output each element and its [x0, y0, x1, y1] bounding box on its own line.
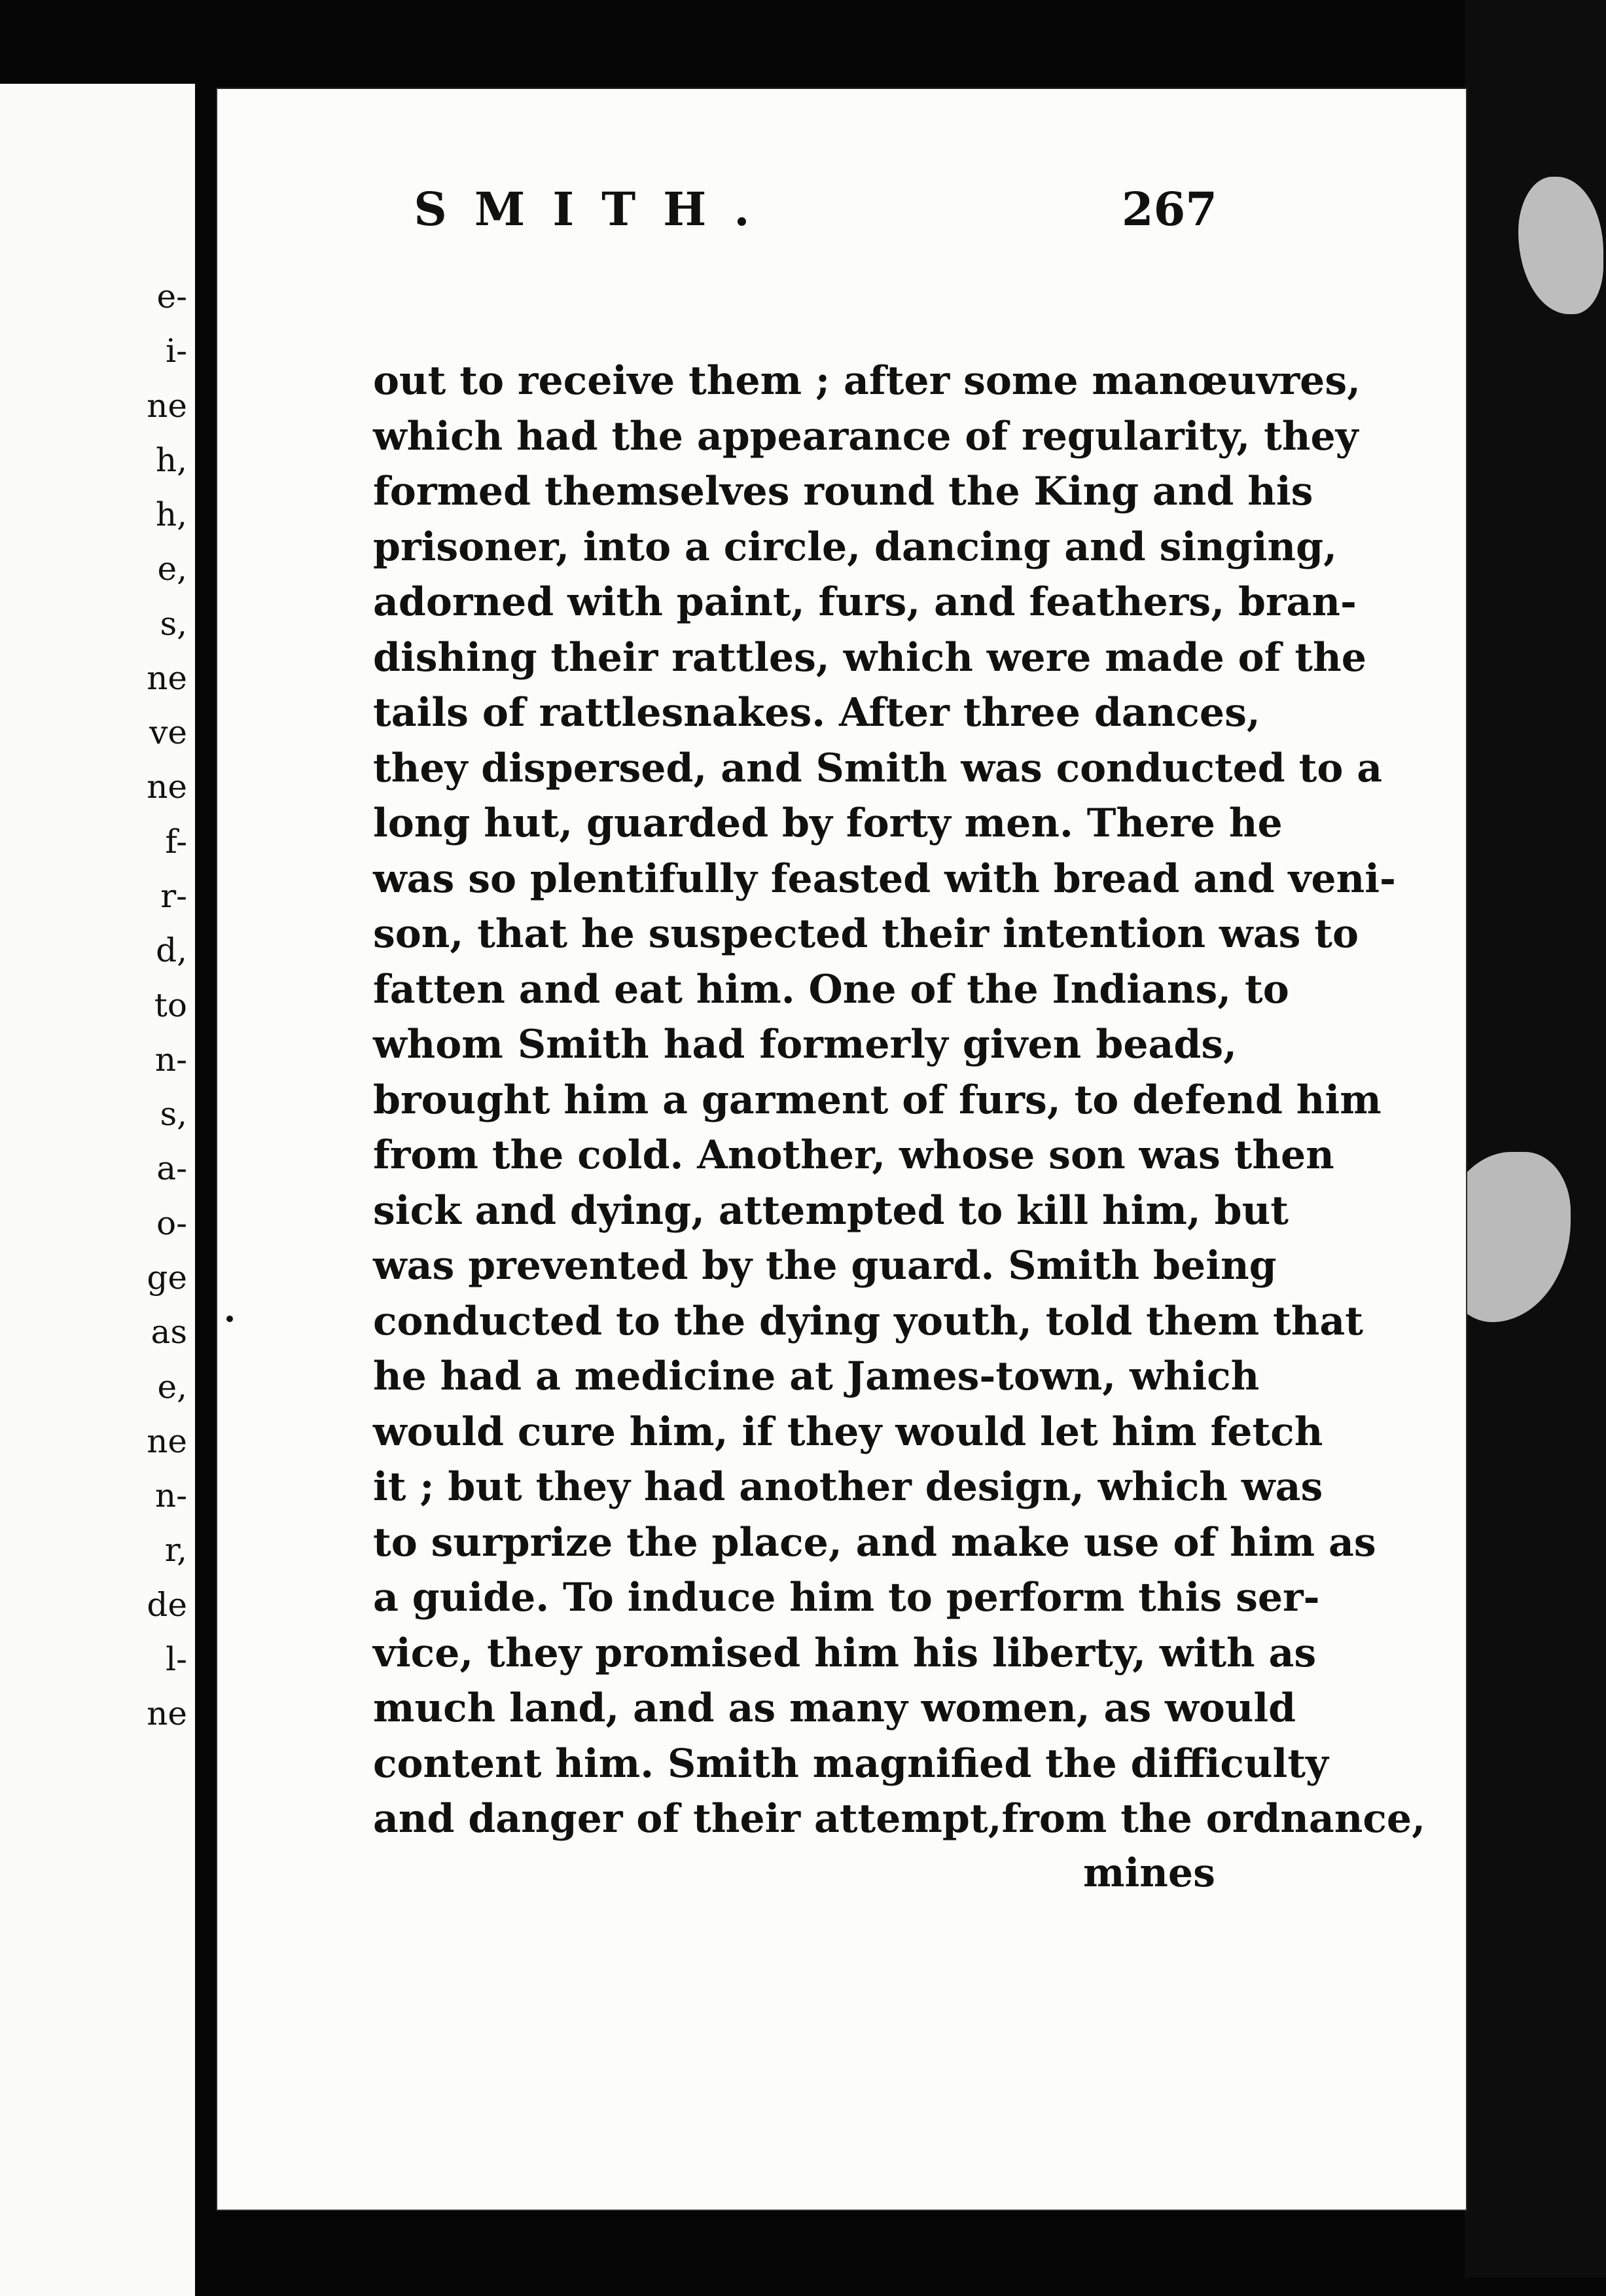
text-line: formed themselves round the King and his [373, 469, 1313, 514]
running-head: SMITH. [414, 182, 777, 236]
left-page-fragment: de [147, 1585, 187, 1624]
text-line: whom Smith had formerly given beads, [373, 1022, 1237, 1067]
text-line: it ; but they had another design, which was [373, 1464, 1323, 1510]
text-line: was so plentifully feasted with bread and veni- [373, 855, 1396, 902]
text-line: conducted to the dying youth, told them that [373, 1298, 1363, 1344]
text-line: they dispersed, and Smith was conducted to a [373, 745, 1383, 791]
left-page-fragment: ne [147, 768, 187, 806]
left-page-fragment: ve [149, 713, 187, 752]
text-line: vice, they promised him his liberty, with as [373, 1630, 1317, 1676]
text-line: he had a medicine at James-town, which [373, 1354, 1260, 1399]
left-page-fragment: a- [156, 1149, 187, 1188]
page-number: 267 [1121, 182, 1217, 236]
left-page-fragment: n- [154, 1040, 187, 1079]
left-page-fragment: h, [155, 495, 187, 534]
left-page-fragment: d, [156, 931, 187, 970]
text-line: son, that he suspected their intention was to [373, 911, 1359, 957]
text-line: and danger of their attempt,from the ordnance, [373, 1796, 1425, 1842]
left-page-fragment: e, [157, 550, 187, 588]
text-line: out to receive them ; after some manœuvres, [373, 358, 1361, 404]
text-line: dishing their rattles, which were made of the [373, 634, 1366, 681]
left-page-fragment: s, [160, 1095, 187, 1134]
text-line: adorned with paint, furs, and feathers, bran- [373, 579, 1357, 625]
left-page-fragment: n- [154, 1477, 187, 1515]
text-line: long hut, guarded by forty men. There he [373, 800, 1283, 846]
catchword: mines [1083, 1850, 1215, 1896]
text-line: from the cold. Another, whose son was then [373, 1132, 1334, 1178]
text-line: which had the appearance of regularity, they [373, 413, 1359, 459]
left-page-fragment: e, [157, 1367, 187, 1406]
left-page-fragment: to [154, 986, 187, 1024]
text-line: content him. Smith magnified the difficulty [373, 1740, 1329, 1787]
text-line: fatten and eat him. One of the Indians, to [373, 966, 1289, 1013]
left-page-fragment: o- [156, 1204, 187, 1242]
text-line: prisoner, into a circle, dancing and singing, [373, 524, 1337, 570]
text-line: a guide. To induce him to perform this ser- [373, 1575, 1320, 1621]
margin-mark [226, 1316, 233, 1322]
text-line: was prevented by the guard. Smith being [373, 1243, 1277, 1289]
left-page-fragment: i- [166, 332, 187, 370]
left-page-fragment: h, [155, 440, 187, 479]
left-page-fragment: ne [147, 1695, 187, 1733]
text-line: would cure him, if they would let him fetch [373, 1408, 1323, 1455]
text-line: brought him a garment of furs, to defend him [373, 1077, 1382, 1123]
left-page-fragment: e- [156, 278, 187, 315]
left-page-fragment: l- [166, 1640, 187, 1678]
left-page-edge [0, 84, 195, 2296]
dark-background-strip [1465, 0, 1606, 2278]
text-line: to surprize the place, and make use of him as [373, 1519, 1376, 1566]
left-page-fragment: ne [147, 658, 187, 697]
body-text [373, 353, 1425, 1847]
text-line: sick and dying, attempted to kill him, but [373, 1187, 1289, 1234]
text-line: tails of rattlesnakes. After three dances, [373, 690, 1260, 736]
left-page-fragment: f- [165, 822, 187, 861]
left-page-fragment: as [151, 1313, 187, 1352]
left-page-fragment: ne [147, 1422, 187, 1460]
left-page-fragment: ne [147, 386, 187, 425]
page-header [393, 177, 1217, 242]
left-page-fragment: ge [147, 1258, 187, 1297]
left-page-fragment: r- [160, 877, 187, 916]
left-page-fragment: s, [160, 604, 187, 643]
left-page-fragment: r, [164, 1531, 187, 1570]
text-line: much land, and as many women, as would [373, 1685, 1296, 1731]
